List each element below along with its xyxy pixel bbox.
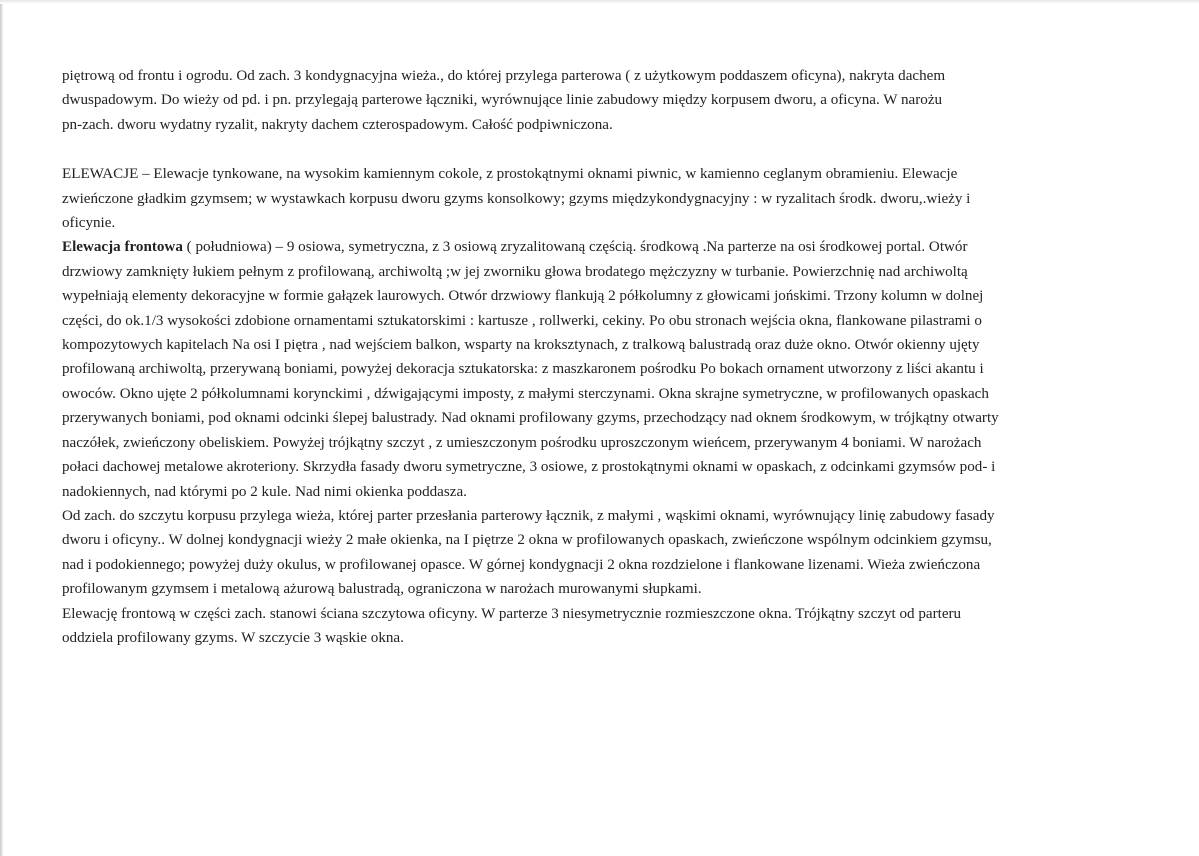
text-line: oficynie. (62, 215, 116, 232)
text-line (62, 235, 1137, 259)
paragraph-gap (62, 137, 1137, 162)
text-line: dwuspadowym. Do wieży od pd. i pn. przylegają parterowe łączniki, wyrównujące linie zabudowy między korpusem dworu, a oficyna. W narożu (62, 92, 943, 109)
text-line: piętrową od frontu i ogrodu. Od zach. 3 kondygnacyjna wieża., do której przylega parterowa ( z użytkowym poddaszem oficyna), nakryta dachem (62, 68, 946, 84)
document-page (62, 64, 1137, 650)
text-line-rest: ( południowa) – 9 osiowa, symetryczna, z 3 osiową zryzalitowaną częścią. środkową .Na parterze na osi środkowej portal. Otwór (182, 239, 968, 256)
text-line: połaci dachowej metalowe akroteriony. Skrzydła fasady dworu symetryczne, 3 osiowe, z prostokątnymi oknami w opaskach, z odcinkami gzymsów pod- i (62, 459, 996, 476)
scan-edge-left (0, 0, 3, 856)
text-line: ELEWACJE – Elewacje tynkowane, na wysokim kamiennym cokole, z prostokątnymi oknami piwnic, w kamienno ceglanym obramieniu. Elewacje (62, 166, 958, 183)
text-line: nadokiennych, nad którymi po 2 kule. Nad nimi okienka poddasza. (62, 483, 467, 500)
paragraph-elewacja-frontowa (62, 235, 1137, 503)
paragraph-oficyna (62, 602, 1137, 651)
text-line: oddziela profilowany gzyms. W szczycie 3 wąskie okna. (62, 629, 404, 646)
scan-edge-top (0, 0, 1199, 4)
text-line: zwieńczone gładkim gzymsem; w wystawkach korpusu dworu gzyms konsolkowy; gzyms międzykondygnacyjny : w ryzalitach środk. dworu,.wieży i (62, 190, 971, 207)
text-line: drzwiowy zamknięty łukiem pełnym z profilowaną, archiwoltą ;w jej zworniku głowa brodatego mężczyzny w turbanie. Powierzchnię nad archiwoltą (62, 263, 968, 280)
text-line: wypełniają elementy dekoracyjne w formie gałązek laurowych. Otwór drzwiowy flankują 2 półkolumny z głowicami jońskimi. Trzony kolumn w dolnej (62, 288, 984, 305)
text-line: dworu i oficyny.. W dolnej kondygnacji wieży 2 małe okienka, na I piętrze 2 okna w profilowanych opaskach, zwieńczone wspólnym odcinkiem gzymsu, (62, 532, 992, 549)
text-line: owoców. Okno ujęte 2 półkolumnami korynckimi , dźwigającymi imposty, z małymi sterczynami. Okna skrajne symetryczne, w profilowanych opaskach (62, 385, 989, 402)
text-line: Od zach. do szczytu korpusu przylega wieża, której parter przesłania parterowy łącznik, z małymi , wąskimi oknami, wyrównujący linię zabudowy fasady (62, 507, 995, 524)
paragraph-intro (62, 64, 1137, 137)
text-line: naczółek, zwieńczony obeliskiem. Powyżej trójkątny szczyt , z umieszczonym pośrodku uproszczonym wieńcem, przerywanym 4 boniami. W narożach (62, 434, 982, 451)
text-line: Elewację frontową w części zach. stanowi ściana szczytowa oficyny. W parterze 3 niesymetrycznie rozmieszczone okna. Trójkątny szczyt od parteru (62, 605, 962, 622)
paragraph-wieza (62, 504, 1137, 602)
text-line: pn-zach. dworu wydatny ryzalit, nakryty dachem czterospadowym. Całość podpiwniczona. (62, 116, 613, 133)
text-line: kompozytowych kapitelach Na osi I piętra , nad wejściem balkon, wsparty na kroksztynach, z tralkową balustradą oraz duże okno. Otwór okienny ujęty (62, 337, 980, 354)
text-line: profilowaną archiwoltą, przerywaną boniami, powyżej dekoracja sztukatorska: z maszkaronem pośrodku Po bokach ornament utworzony z liści akantu i (62, 361, 984, 378)
text-line: nad i podokiennego; powyżej duży okulus, w profilowanej opasce. W górnej kondygnacji 2 okna rozdzielone i flankowane lizenami. Wieża zwieńczona (62, 556, 981, 573)
text-line: profilowanym gzymsem i metalową ażurową balustradą, ograniczona w narożach murowanymi słupkami. (62, 581, 702, 598)
paragraph-elewacje (62, 162, 1137, 235)
section-heading: Elewacja frontowa (62, 239, 183, 256)
text-line: przerywanych boniami, pod oknami odcinki ślepej balustrady. Nad oknami profilowany gzyms, przechodzący nad oknem środkowym, w trójkątny otwarty (62, 410, 999, 427)
text-line: części, do ok.1/3 wysokości zdobione ornamentami sztukatorskimi : kartusze , rollwerki, cekiny. Po obu stronach wejścia okna, flankowane pilastrami o (62, 312, 982, 329)
